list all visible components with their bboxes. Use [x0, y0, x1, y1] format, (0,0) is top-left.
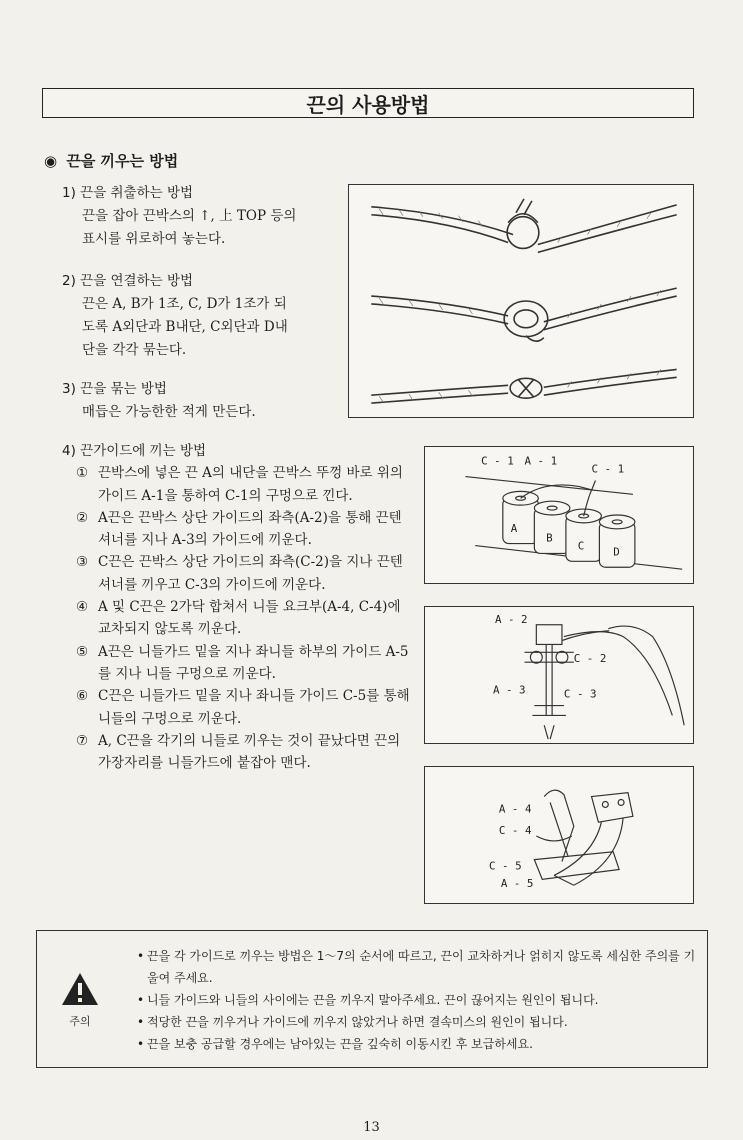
item-heading: 3) 끈을 묶는 방법 [62, 381, 167, 397]
notice-box [36, 930, 708, 1068]
label-a4: A - 4 [498, 802, 532, 816]
step-text: A끈은 니들가드 밑을 지나 좌니들 하부의 가이드 A-5를 지나 니들 구멍으로 끼운다. [98, 643, 409, 682]
step-number: ④ [76, 599, 89, 616]
step-item [62, 641, 412, 686]
label-c1: C - 1 [481, 454, 514, 468]
step-number: ③ [76, 554, 89, 571]
needle-yoke-illustration [425, 767, 693, 903]
item-line: 끈은 A, B가 1조, C, D가 1조가 되 [82, 296, 287, 312]
guide-steps [62, 440, 412, 774]
page-number: 13 [363, 1120, 380, 1135]
item-1 [62, 182, 296, 251]
item-line: 단을 각각 묶는다. [82, 342, 187, 358]
bullet-icon: ◉ [44, 152, 58, 170]
label-c2: C - 2 [573, 652, 607, 666]
tensioner-figure [424, 606, 694, 744]
step-text: A 및 C끈은 2가닥 합쳐서 니들 요크부(A-4, C-4)에 교차되지 않도록 끼운다. [98, 599, 401, 638]
step-number: ② [76, 509, 89, 526]
notice-item: • 적당한 끈을 끼우거나 가이드에 끼우지 않았거나 하면 결속미스의 원인이 됩니다. [137, 1011, 697, 1033]
page-title [42, 88, 694, 118]
item-heading: 1) 끈을 취출하는 방법 [62, 185, 194, 201]
step-item [62, 685, 412, 730]
knot-illustration [349, 185, 693, 417]
label-a: A [510, 521, 518, 535]
step-number: ① [76, 465, 89, 482]
step-text: A끈은 끈박스 상단 가이드의 좌측(A-2)을 통해 끈텐셔너를 지나 A-3의 가이드에 끼운다. [98, 509, 402, 549]
notice-item: • 니들 가이드와 니들의 사이에는 끈을 끼우지 말아주세요. 끈이 끊어지는 원인이 됩니다. [137, 989, 697, 1011]
needle-yoke-figure [424, 766, 694, 904]
label-b: B [546, 531, 553, 545]
step-item [62, 551, 412, 596]
step-item [62, 462, 412, 507]
item-line: 끈을 잡아 끈박스의 ↑, 上 TOP 등의 [82, 208, 297, 224]
page-title-text: 끈의 사용방법 [306, 92, 430, 117]
step-number: ⑥ [76, 688, 89, 705]
item-2 [62, 270, 288, 362]
string-box-figure [424, 446, 694, 584]
step-text: 끈박스에 넣은 끈 A의 내단을 끈박스 뚜껑 바로 위의 가이드 A-1을 통하여 C-1의 구멍으로 낀다. [98, 465, 403, 504]
item-line: 도록 A외단과 B내단, C외단과 D내 [82, 319, 288, 335]
notice-item: • 끈을 보충 공급할 경우에는 남아있는 끈을 깊숙히 이동시킨 후 보급하세요. [137, 1033, 697, 1055]
label-c: C [577, 539, 585, 553]
step-text: C끈은 끈박스 상단 가이드의 좌측(C-2)을 지나 끈텐셔너를 끼우고 C-3의 가이드에 끼운다. [98, 554, 403, 593]
item-heading: 2) 끈을 연결하는 방법 [62, 273, 194, 289]
label-a2: A - 2 [494, 612, 528, 626]
label-d: D [613, 545, 620, 559]
item-line: 표시를 위로하여 놓는다. [82, 231, 226, 247]
label-a5: A - 5 [500, 877, 534, 891]
guide-heading: 4) 끈가이드에 끼는 방법 [62, 443, 207, 459]
step-item [62, 596, 412, 641]
label-c1-right: C - 1 [591, 462, 625, 476]
label-a1: A - 1 [524, 454, 558, 468]
label-a3: A - 3 [492, 683, 526, 697]
string-box-illustration [425, 447, 693, 583]
knot-figure [348, 184, 694, 418]
step-number: ⑦ [76, 732, 89, 749]
notice-item: • 끈을 각 가이드로 끼우는 방법은 1～7의 순서에 따르고, 끈이 교차하거나 얽히지 않도록 세심한 주의를 기울여 주세요. [137, 945, 697, 989]
label-c4: C - 4 [498, 824, 532, 838]
item-3 [62, 378, 256, 424]
warning-label: 주의 [69, 1015, 91, 1028]
step-text: A, C끈을 각기의 니들로 끼우는 것이 끝났다면 끈의 가장자리를 니들가드에 붙잡아 맨다. [98, 732, 401, 772]
section-heading [44, 150, 178, 171]
label-c5: C - 5 [489, 859, 522, 873]
item-line: 매듭은 가능한한 적게 만든다. [82, 404, 256, 420]
step-item [62, 507, 412, 552]
warning [55, 971, 105, 1029]
warning-triangle-icon [60, 971, 100, 1007]
tensioner-illustration [425, 607, 693, 743]
notice-list [137, 945, 697, 1055]
section-heading-text: 끈을 끼우는 방법 [66, 152, 179, 170]
step-text: C끈은 니들가드 밑을 지나 좌니들 가이드 C-5를 통해 니들의 구멍으로 끼운다. [98, 688, 410, 727]
label-c3: C - 3 [563, 687, 597, 701]
step-number: ⑤ [76, 643, 89, 660]
step-item [62, 730, 412, 775]
